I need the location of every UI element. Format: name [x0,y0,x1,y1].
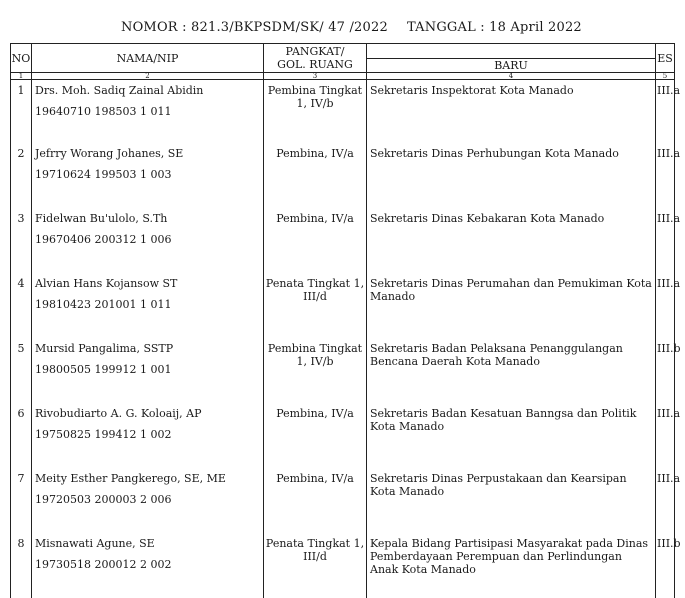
row-nip: 19730518 200012 2 002 [35,557,172,571]
row-pangkat: Penata Tingkat 1, III/d [264,273,367,338]
row-number: 2 [11,143,32,208]
row-nama-cell [32,208,264,273]
header-es: ES [656,44,675,73]
column-number: 5 [656,73,675,80]
row-nama-cell [32,338,264,403]
header-pangkat-line1: PANGKAT/ [285,45,345,58]
column-number: 4 [367,73,656,80]
column-number: 1 [11,73,32,80]
row-es: III.a [656,468,675,533]
row-es: III.a [656,80,675,143]
header-baru: BARU [367,59,656,73]
row-nama: Fidelwan Bu'ulolo, S.Th [35,211,168,225]
row-nama-cell [32,403,264,468]
row-number: 1 [11,80,32,143]
row-pangkat: Pembina, IV/a [264,403,367,468]
nomor-label: NOMOR : 821.3/BKPSDM/SK/ 47 /2022 [121,20,388,35]
row-pangkat: Pembina, IV/a [264,468,367,533]
row-nip: 19750825 199412 1 002 [35,427,172,441]
row-nama-cell [32,273,264,338]
row-pangkat: Pembina Tingkat 1, IV/b [264,80,367,143]
row-baru: Sekretaris Dinas Kebakaran Kota Manado [367,208,656,273]
row-nama: Meity Esther Pangkerego, SE, ME [35,471,226,485]
row-baru: Sekretaris Badan Kesatuan Banngsa dan Politik Kota Manado [367,403,656,468]
row-baru: Sekretaris Dinas Perhubungan Kota Manado [367,143,656,208]
row-es: III.a [656,208,675,273]
row-es: III.b [656,533,675,598]
table-row [11,403,675,468]
row-nama-cell [32,80,264,143]
row-pangkat: Pembina, IV/a [264,208,367,273]
header-pangkat-line2: GOL. RUANG [277,58,353,71]
table-row [11,468,675,533]
row-baru: Sekretaris Dinas Perumahan dan Pemukiman Kota Manado [367,273,656,338]
row-nip: 19720503 200003 2 006 [35,492,172,506]
header-nama: NAMA/NIP [32,44,264,73]
row-number: 8 [11,533,32,598]
row-nama: Mursid Pangalima, SSTP [35,341,174,355]
row-number: 5 [11,338,32,403]
row-nip: 19710624 199503 1 003 [35,167,172,181]
row-nip: 19800505 199912 1 001 [35,362,172,376]
row-nama: Rivobudiarto A. G. Koloaij, AP [35,406,202,420]
row-nama: Drs. Moh. Sadiq Zainal Abidin [35,84,204,97]
header-no: NO [11,44,32,73]
row-number: 6 [11,403,32,468]
row-nip: 19670406 200312 1 006 [35,232,172,246]
row-baru: Sekretaris Badan Pelaksana Penanggulangan Bencana Daerah Kota Manado [367,338,656,403]
row-nama: Alvian Hans Kojansow ST [35,276,178,290]
table-row [11,533,675,598]
personnel-table [10,43,681,598]
table-row [11,338,675,403]
row-pangkat: Pembina, IV/a [264,143,367,208]
row-es: III.a [656,143,675,208]
table-row [11,143,675,208]
row-number: 7 [11,468,32,533]
row-baru: Sekretaris Dinas Perpustakaan dan Kearsipan Kota Manado [367,468,656,533]
row-nip: 19640710 198503 1 011 [35,105,172,118]
row-nama-cell [32,468,264,533]
row-number: 3 [11,208,32,273]
row-pangkat: Penata Tingkat 1, III/d [264,533,367,598]
row-nip: 19810423 201001 1 011 [35,297,172,311]
column-number: 3 [264,73,367,80]
header-baru-top [367,44,656,59]
table-row [11,208,675,273]
row-nama: Jefrry Worang Johanes, SE [35,146,184,160]
row-nama-cell [32,533,264,598]
table-row [11,273,675,338]
row-nama: Misnawati Agune, SE [35,536,155,550]
table-row [11,80,675,143]
row-es: III.a [656,273,675,338]
header-pangkat [264,44,367,73]
row-number: 4 [11,273,32,338]
row-baru: Sekretaris Inspektorat Kota Manado [367,80,656,143]
tanggal-label: TANGGAL : 18 April 2022 [407,20,582,35]
row-pangkat: Pembina Tingkat 1, IV/b [264,338,367,403]
row-nama-cell [32,143,264,208]
row-es: III.a [656,403,675,468]
row-es: III.b [656,338,675,403]
row-baru: Kepala Bidang Partisipasi Masyarakat pada Dinas Pemberdayaan Perempuan dan Perlindungan Anak Kota Manado [367,533,656,598]
column-number: 2 [32,73,264,80]
